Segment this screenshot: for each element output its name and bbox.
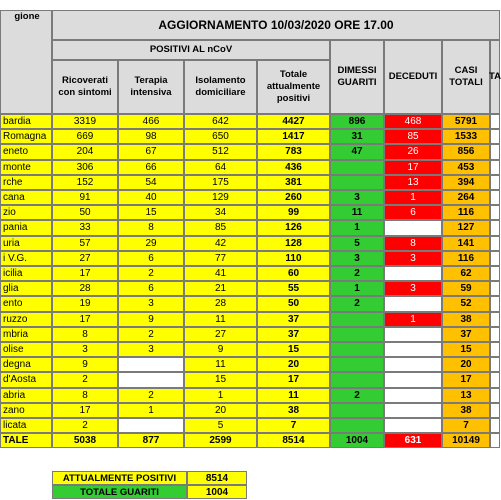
ricoverati-value: 17 [52, 403, 118, 418]
summary-label: ATTUALMENTE POSITIVI [52, 471, 187, 485]
tamponi-value [490, 236, 500, 251]
dimessi-value [330, 342, 384, 357]
isolamento-value: 650 [184, 129, 257, 144]
casi-totali-value: 127 [442, 220, 490, 235]
casi-totali-value: 38 [442, 403, 490, 418]
isolamento-value: 85 [184, 220, 257, 235]
ricoverati-value: 152 [52, 175, 118, 190]
casi-totali-value: 37 [442, 327, 490, 342]
totals-label: TALE [0, 433, 52, 448]
deceduti-value: 26 [384, 144, 442, 159]
casi-totali-value: 62 [442, 266, 490, 281]
deceduti-value [384, 403, 442, 418]
dimessi-value [330, 372, 384, 387]
totale-positivi-value: 783 [257, 144, 330, 159]
totale-positivi-value: 15 [257, 342, 330, 357]
terapia-value: 98 [118, 129, 184, 144]
casi-totali-value: 13 [442, 388, 490, 403]
ricoverati-value: 33 [52, 220, 118, 235]
tamponi-value [490, 418, 500, 433]
isolamento-value: 642 [184, 114, 257, 129]
region-column-header: gione [0, 10, 52, 114]
totale-positivi-value: 110 [257, 251, 330, 266]
ricoverati-column-header: Ricoverati con sintomi [52, 60, 118, 114]
region-name: licata [0, 418, 52, 433]
deceduti-value [384, 342, 442, 357]
ricoverati-value: 8 [52, 327, 118, 342]
isolamento-column-header: Isolamento domiciliare [184, 60, 257, 114]
totals-totale-positivi: 8514 [257, 433, 330, 448]
deceduti-value [384, 372, 442, 387]
tamponi-value [490, 296, 500, 311]
ricoverati-value: 3 [52, 342, 118, 357]
ricoverati-value: 204 [52, 144, 118, 159]
isolamento-value: 11 [184, 312, 257, 327]
terapia-value [118, 357, 184, 372]
deceduti-value [384, 357, 442, 372]
region-name: icilia [0, 266, 52, 281]
terapia-value: 15 [118, 205, 184, 220]
dimessi-value: 2 [330, 296, 384, 311]
region-name: zano [0, 403, 52, 418]
region-name: olise [0, 342, 52, 357]
totals-ricoverati: 5038 [52, 433, 118, 448]
totale-positivi-value: 126 [257, 220, 330, 235]
totale-positivi-value: 99 [257, 205, 330, 220]
tamponi-value [490, 266, 500, 281]
casi-totali-value: 17 [442, 372, 490, 387]
dimessi-value: 2 [330, 266, 384, 281]
dimessi-value: 5 [330, 236, 384, 251]
deceduti-column-header: DECEDUTI [384, 40, 442, 114]
terapia-value: 9 [118, 312, 184, 327]
totale-positivi-value: 50 [257, 296, 330, 311]
casi-totali-value: 7 [442, 418, 490, 433]
terapia-value: 66 [118, 160, 184, 175]
dimessi-value [330, 327, 384, 342]
totale-positivi-value: 436 [257, 160, 330, 175]
isolamento-value: 42 [184, 236, 257, 251]
terapia-value: 54 [118, 175, 184, 190]
casi-totali-value: 38 [442, 312, 490, 327]
totale-positivi-value: 60 [257, 266, 330, 281]
totals-isolamento: 2599 [184, 433, 257, 448]
terapia-value: 466 [118, 114, 184, 129]
deceduti-value: 3 [384, 281, 442, 296]
tamponi-value [490, 175, 500, 190]
deceduti-value: 1 [384, 190, 442, 205]
casi-totali-column-header: CASI TOTALI [442, 40, 490, 114]
ricoverati-value: 27 [52, 251, 118, 266]
totale-positivi-value: 20 [257, 357, 330, 372]
isolamento-value: 11 [184, 357, 257, 372]
deceduti-value [384, 418, 442, 433]
totale-positivi-value: 38 [257, 403, 330, 418]
tamponi-value [490, 190, 500, 205]
totale-positivi-value: 37 [257, 312, 330, 327]
tamponi-value [490, 251, 500, 266]
totale-positivi-value: 1417 [257, 129, 330, 144]
region-name: i V.G. [0, 251, 52, 266]
totale-positivi-value: 7 [257, 418, 330, 433]
region-name: d'Aosta [0, 372, 52, 387]
casi-totali-value: 5791 [442, 114, 490, 129]
totale-positivi-value: 37 [257, 327, 330, 342]
tamponi-value [490, 342, 500, 357]
ricoverati-value: 9 [52, 357, 118, 372]
casi-totali-value: 116 [442, 205, 490, 220]
terapia-value: 3 [118, 342, 184, 357]
deceduti-value [384, 388, 442, 403]
casi-totali-value: 1533 [442, 129, 490, 144]
region-name: abria [0, 388, 52, 403]
isolamento-value: 1 [184, 388, 257, 403]
isolamento-value: 5 [184, 418, 257, 433]
ricoverati-value: 28 [52, 281, 118, 296]
region-name: uria [0, 236, 52, 251]
tamponi-value [490, 144, 500, 159]
tamponi-value [490, 327, 500, 342]
dimessi-value: 3 [330, 251, 384, 266]
region-name: pania [0, 220, 52, 235]
dimessi-value [330, 175, 384, 190]
totale-positivi-value: 381 [257, 175, 330, 190]
deceduti-value: 3 [384, 251, 442, 266]
isolamento-value: 9 [184, 342, 257, 357]
terapia-value: 8 [118, 220, 184, 235]
region-name: Romagna [0, 129, 52, 144]
terapia-value: 6 [118, 281, 184, 296]
totale-positivi-value: 128 [257, 236, 330, 251]
deceduti-value: 13 [384, 175, 442, 190]
tamponi-value [490, 357, 500, 372]
deceduti-value: 468 [384, 114, 442, 129]
isolamento-value: 28 [184, 296, 257, 311]
isolamento-value: 77 [184, 251, 257, 266]
tamponi-value [490, 372, 500, 387]
isolamento-value: 20 [184, 403, 257, 418]
ricoverati-value: 3319 [52, 114, 118, 129]
ricoverati-value: 91 [52, 190, 118, 205]
deceduti-value [384, 296, 442, 311]
tamponi-value [490, 388, 500, 403]
ricoverati-value: 2 [52, 372, 118, 387]
region-name: ruzzo [0, 312, 52, 327]
isolamento-value: 129 [184, 190, 257, 205]
ricoverati-value: 19 [52, 296, 118, 311]
totale-positivi-value: 11 [257, 388, 330, 403]
casi-totali-value: 59 [442, 281, 490, 296]
dimessi-value [330, 418, 384, 433]
dimessi-value: 31 [330, 129, 384, 144]
deceduti-value: 6 [384, 205, 442, 220]
totale-positivi-value: 17 [257, 372, 330, 387]
terapia-value: 1 [118, 403, 184, 418]
totale-positivi-value: 4427 [257, 114, 330, 129]
terapia-value: 6 [118, 251, 184, 266]
dimessi-value [330, 160, 384, 175]
casi-totali-value: 116 [442, 251, 490, 266]
casi-totali-value: 453 [442, 160, 490, 175]
totals-deceduti: 631 [384, 433, 442, 448]
dimessi-value: 3 [330, 190, 384, 205]
casi-totali-value: 141 [442, 236, 490, 251]
tamponi-value [490, 220, 500, 235]
tamponi-value [490, 160, 500, 175]
tamponi-value [490, 403, 500, 418]
region-name: monte [0, 160, 52, 175]
region-name: glia [0, 281, 52, 296]
casi-totali-value: 20 [442, 357, 490, 372]
totale-positivi-value: 260 [257, 190, 330, 205]
region-name: ento [0, 296, 52, 311]
totals-casi-totali: 10149 [442, 433, 490, 448]
deceduti-value: 8 [384, 236, 442, 251]
ricoverati-value: 50 [52, 205, 118, 220]
casi-totali-value: 52 [442, 296, 490, 311]
isolamento-value: 27 [184, 327, 257, 342]
ricoverati-value: 8 [52, 388, 118, 403]
isolamento-value: 21 [184, 281, 257, 296]
region-name: mbria [0, 327, 52, 342]
dimessi-value: 11 [330, 205, 384, 220]
terapia-value: 29 [118, 236, 184, 251]
deceduti-value: 85 [384, 129, 442, 144]
isolamento-value: 15 [184, 372, 257, 387]
totals-terapia: 877 [118, 433, 184, 448]
region-name: cana [0, 190, 52, 205]
totale-positivi-value: 55 [257, 281, 330, 296]
deceduti-value: 17 [384, 160, 442, 175]
positivi-group-header: POSITIVI AL nCoV [52, 40, 330, 60]
isolamento-value: 64 [184, 160, 257, 175]
totals-tamponi [490, 433, 500, 448]
terapia-value: 40 [118, 190, 184, 205]
casi-totali-value: 856 [442, 144, 490, 159]
deceduti-value: 1 [384, 312, 442, 327]
summary-value: 8514 [187, 471, 247, 485]
terapia-value [118, 372, 184, 387]
terapia-value: 2 [118, 388, 184, 403]
dimessi-value: 896 [330, 114, 384, 129]
dimessi-value: 47 [330, 144, 384, 159]
ricoverati-value: 2 [52, 418, 118, 433]
terapia-value: 3 [118, 296, 184, 311]
summary-label: TOTALE GUARITI [52, 485, 187, 499]
region-name: eneto [0, 144, 52, 159]
isolamento-value: 34 [184, 205, 257, 220]
dimessi-value: 2 [330, 388, 384, 403]
tamponi-value [490, 114, 500, 129]
tamponi-value [490, 205, 500, 220]
dimessi-value: 1 [330, 281, 384, 296]
tamponi-value [490, 281, 500, 296]
totale-positivi-column-header: Totale attualmente positivi [257, 60, 330, 114]
ricoverati-value: 306 [52, 160, 118, 175]
dimessi-column-header: DIMESSI GUARITI [330, 40, 384, 114]
deceduti-value [384, 266, 442, 281]
ricoverati-value: 669 [52, 129, 118, 144]
tamponi-value [490, 129, 500, 144]
totals-dimessi: 1004 [330, 433, 384, 448]
dimessi-value [330, 312, 384, 327]
terapia-value: 67 [118, 144, 184, 159]
terapia-value [118, 418, 184, 433]
casi-totali-value: 264 [442, 190, 490, 205]
region-name: degna [0, 357, 52, 372]
casi-totali-value: 394 [442, 175, 490, 190]
ricoverati-value: 17 [52, 312, 118, 327]
dimessi-value [330, 403, 384, 418]
deceduti-value [384, 327, 442, 342]
terapia-value: 2 [118, 327, 184, 342]
update-title: AGGIORNAMENTO 10/03/2020 ORE 17.00 [52, 10, 500, 40]
ricoverati-value: 17 [52, 266, 118, 281]
terapia-column-header: Terapia intensiva [118, 60, 184, 114]
isolamento-value: 512 [184, 144, 257, 159]
summary-value: 1004 [187, 485, 247, 499]
dimessi-value: 1 [330, 220, 384, 235]
deceduti-value [384, 220, 442, 235]
region-name: zio [0, 205, 52, 220]
region-name: rche [0, 175, 52, 190]
tamponi-column-header: TA [490, 40, 500, 114]
casi-totali-value: 15 [442, 342, 490, 357]
isolamento-value: 175 [184, 175, 257, 190]
ricoverati-value: 57 [52, 236, 118, 251]
tamponi-value [490, 312, 500, 327]
isolamento-value: 41 [184, 266, 257, 281]
terapia-value: 2 [118, 266, 184, 281]
dimessi-value [330, 357, 384, 372]
region-name: bardia [0, 114, 52, 129]
